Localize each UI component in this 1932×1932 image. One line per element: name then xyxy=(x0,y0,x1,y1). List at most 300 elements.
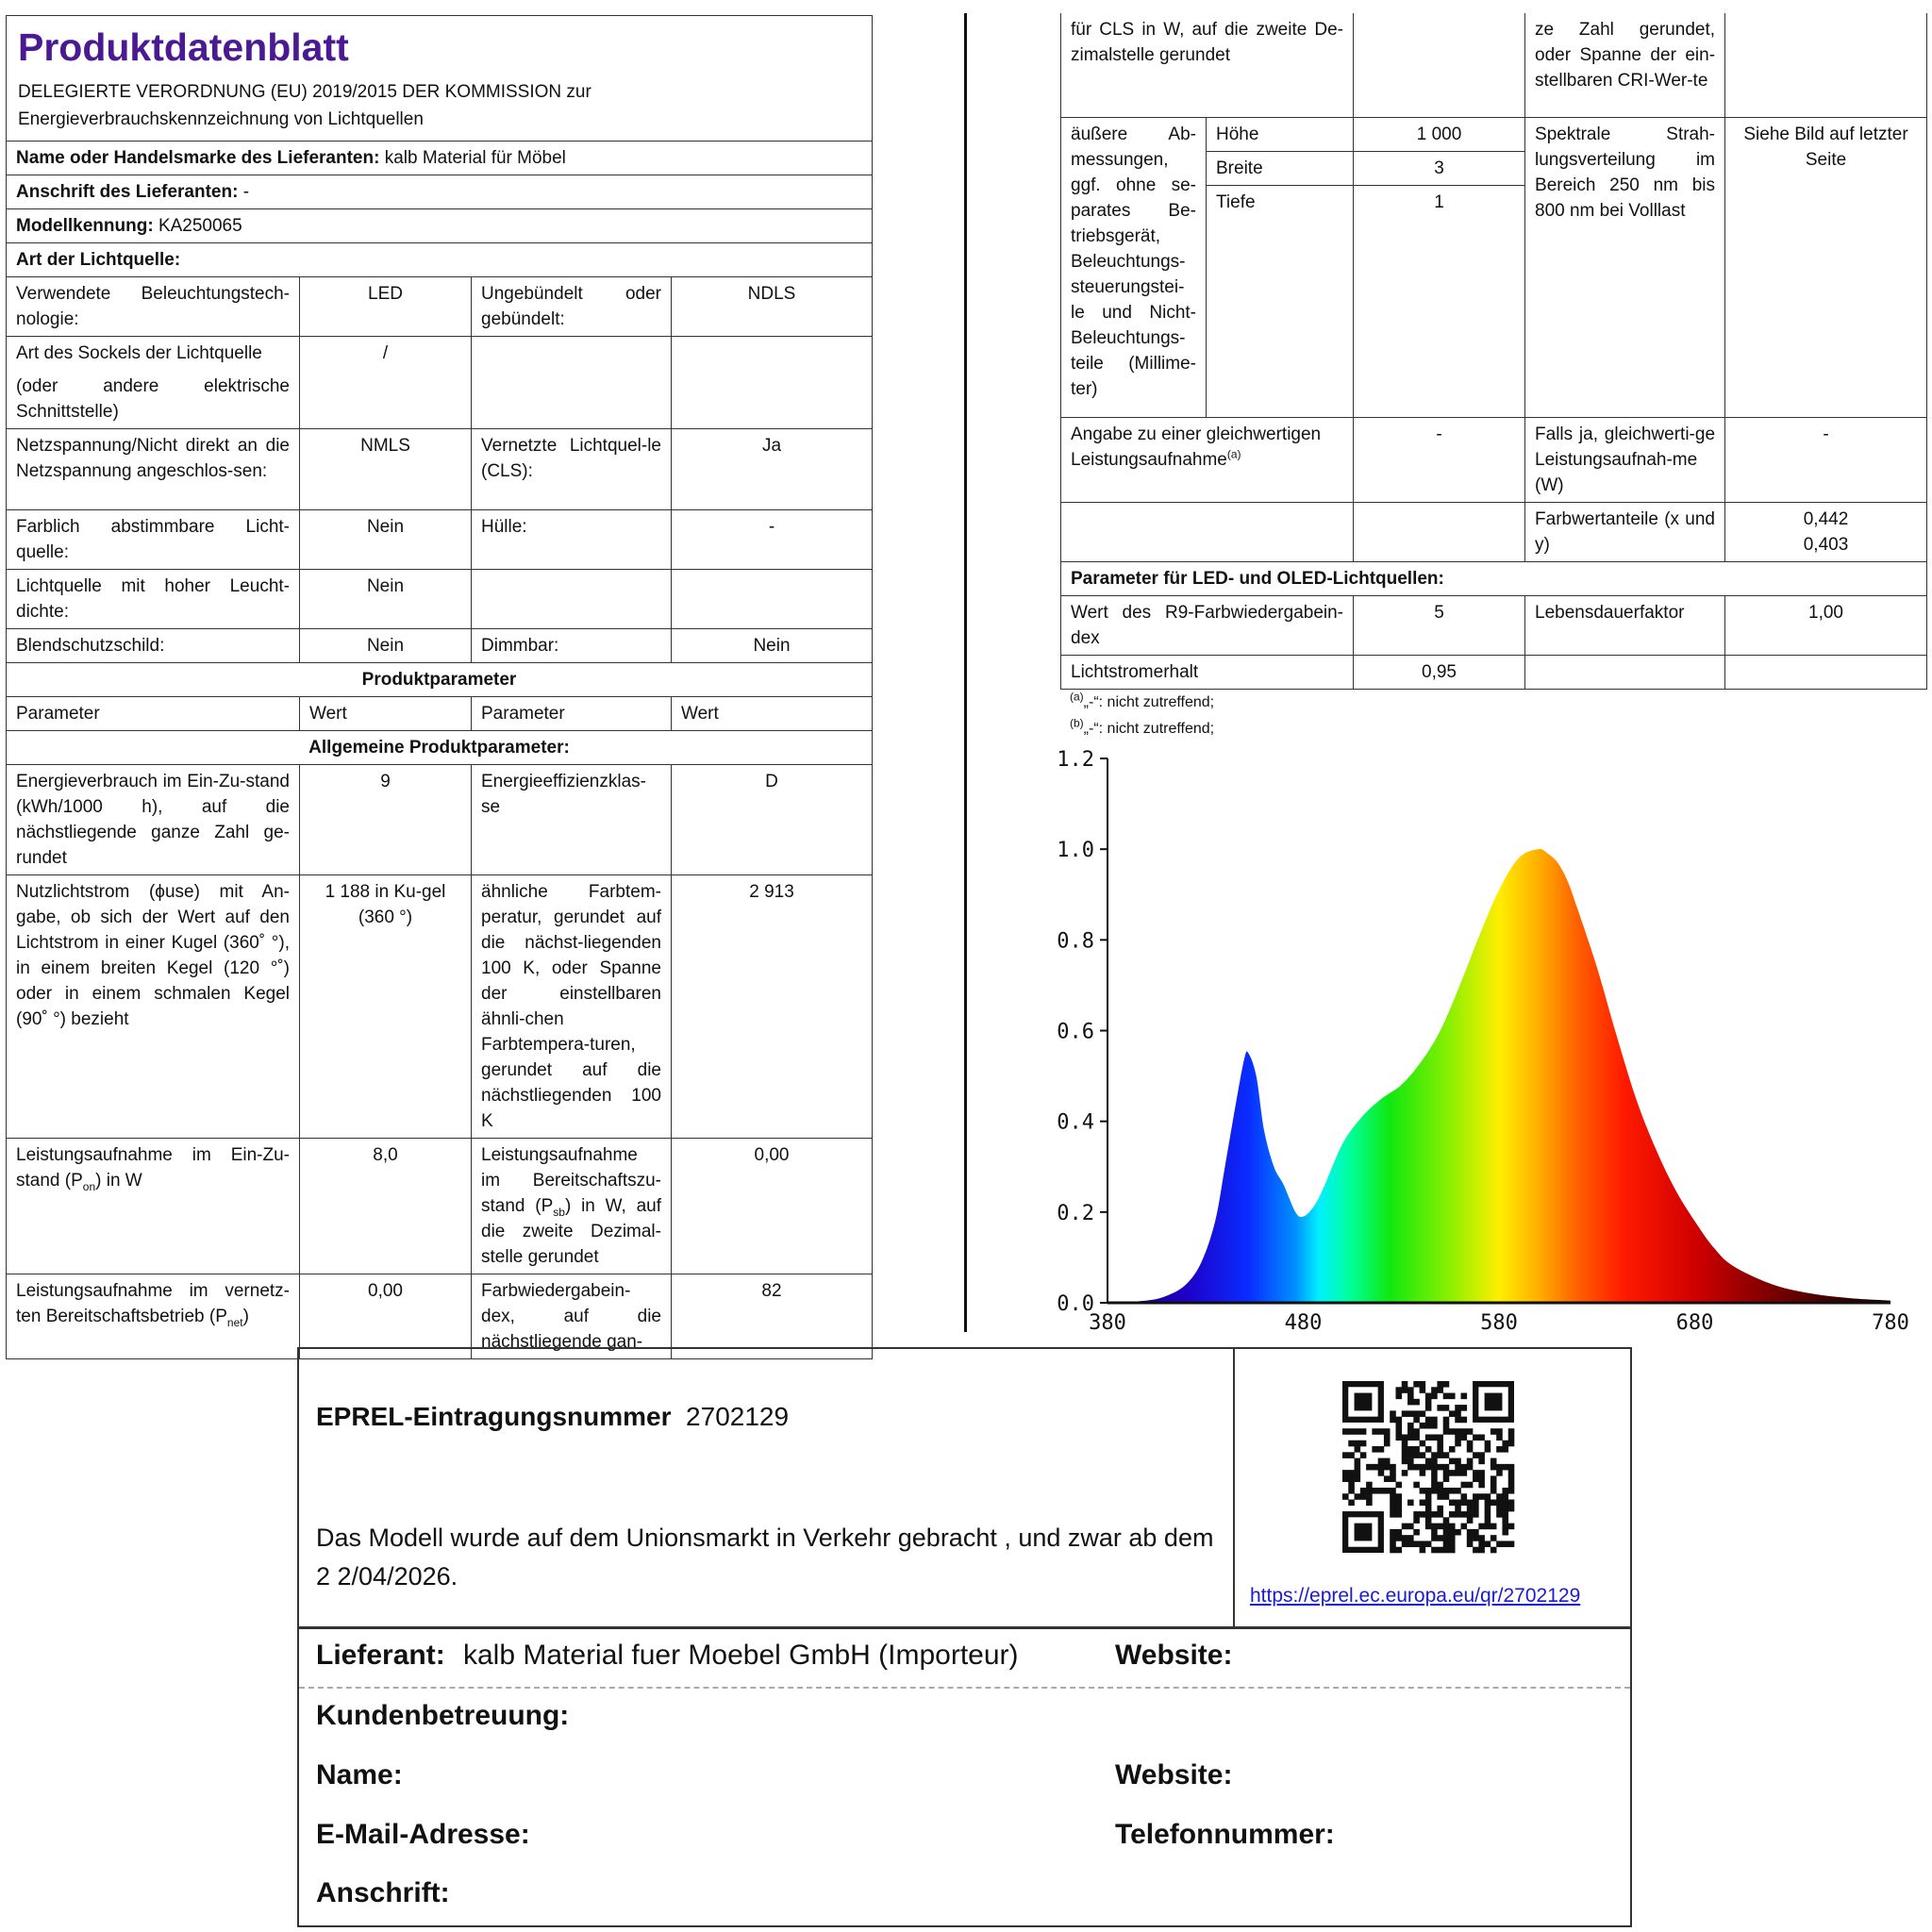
tech-label: Verwendete Beleuchtungstech-nologie: xyxy=(7,277,300,337)
qr-module xyxy=(1449,1393,1456,1400)
qr-module xyxy=(1420,1488,1426,1494)
qr-module xyxy=(1473,1547,1479,1554)
qr-module xyxy=(1491,1500,1497,1507)
qr-module xyxy=(1342,1493,1349,1500)
qr-module xyxy=(1502,1506,1508,1512)
qr-module xyxy=(1384,1475,1391,1482)
qr-module xyxy=(1478,1541,1485,1547)
socket-value: / xyxy=(300,337,472,429)
qr-module xyxy=(1402,1381,1408,1388)
qr-module xyxy=(1390,1470,1396,1476)
qr-module xyxy=(1508,1500,1515,1507)
footnote-b-mark: (b) xyxy=(1070,716,1084,730)
empty-cell xyxy=(1354,13,1525,117)
empty-cell xyxy=(1061,502,1354,561)
qr-module xyxy=(1508,1464,1515,1471)
networked-standby-label xyxy=(7,1274,300,1359)
qr-module xyxy=(1431,1482,1438,1489)
cls-value: Ja xyxy=(672,429,873,510)
envelope-value: - xyxy=(672,510,873,570)
tech-value: LED xyxy=(300,277,472,337)
qr-module xyxy=(1342,1475,1349,1482)
qr-module xyxy=(1443,1417,1450,1424)
qr-module xyxy=(1491,1464,1497,1471)
col-header-value: Wert xyxy=(672,697,873,731)
qr-module xyxy=(1348,1475,1355,1482)
energy-consumption-label: Energieverbrauch im Ein-Zu-stand (kWh/1000 h), auf die nächstliegende ganze Zahl ge-rundet xyxy=(7,765,300,875)
qr-module xyxy=(1443,1464,1450,1471)
luminous-flux-label: Nutzlichtstrom (ϕuse) mit An-gabe, ob sich der Wert auf den Lichtstrom in einer Kugel (360˚ °), in einem breiten Kegel (120 °˚) oder in einem schmalen Kegel (90˚ °) bezieht xyxy=(7,875,300,1139)
qr-module xyxy=(1443,1452,1450,1458)
qr-module xyxy=(1449,1410,1456,1417)
qr-module xyxy=(1508,1524,1515,1530)
regulation-text: DELEGIERTE VERORDNUNG (EU) 2019/2015 DER KOMMISSION zur Energieverbrauchskennzeichnung von Lichtquellen xyxy=(18,82,591,129)
supplier-website-label: Website: xyxy=(1115,1640,1233,1671)
model-row xyxy=(7,209,873,243)
standby-sub: sb xyxy=(553,1205,565,1219)
footnote-a-ref: (a) xyxy=(1226,447,1241,461)
x-tick-label: 580 xyxy=(1480,1311,1518,1335)
width-label: Breite xyxy=(1207,151,1354,185)
standby-label-text: Leistungsaufnahme im Bereitschaftszu-stand (P xyxy=(481,1145,661,1216)
qr-module xyxy=(1395,1493,1402,1500)
power-on-label-unit: ) in W xyxy=(95,1171,142,1191)
qr-module xyxy=(1443,1493,1450,1500)
qr-module xyxy=(1402,1470,1408,1476)
qr-module xyxy=(1390,1500,1396,1507)
qr-module xyxy=(1508,1470,1515,1476)
empty-cell xyxy=(1525,655,1725,689)
qr-module xyxy=(1473,1434,1479,1441)
qr-module xyxy=(1390,1506,1396,1512)
dimensions-label: äußere Ab-messungen, ggf. ohne se-parates Be-triebsgerät, Beleuchtungs-steuerungstei-le und Nicht-Beleuchtungs-teile (Millime-ter) xyxy=(1061,117,1207,417)
qr-module xyxy=(1413,1517,1420,1524)
networked-standby-value: 0,00 xyxy=(300,1274,472,1359)
qr-module xyxy=(1437,1511,1443,1518)
qr-module xyxy=(1502,1517,1508,1524)
qr-module xyxy=(1384,1441,1391,1447)
qr-module xyxy=(1443,1529,1450,1536)
supplier-label: Lieferant: xyxy=(316,1640,445,1671)
qr-module xyxy=(1355,1441,1361,1447)
qr-module xyxy=(1390,1529,1396,1536)
qr-module xyxy=(1461,1417,1468,1424)
qr-module xyxy=(1420,1470,1426,1476)
eprel-registration xyxy=(316,1402,789,1432)
bundled-label: Ungebündelt oder gebündelt: xyxy=(472,277,672,337)
qr-module xyxy=(1431,1475,1438,1482)
light-source-type-heading: Art der Lichtquelle: xyxy=(7,243,873,277)
qr-module xyxy=(1395,1511,1402,1518)
qr-module xyxy=(1443,1547,1450,1554)
qr-module xyxy=(1402,1387,1408,1393)
lumen-maintenance-value: 0,95 xyxy=(1354,655,1525,689)
envelope-label: Hülle: xyxy=(472,510,672,570)
qr-module xyxy=(1473,1493,1479,1500)
qr-module xyxy=(1508,1541,1515,1547)
eprel-registration-number: 2702129 xyxy=(686,1402,790,1431)
qr-module xyxy=(1496,1541,1503,1547)
qr-module xyxy=(1413,1428,1420,1435)
qr-module xyxy=(1473,1506,1479,1512)
qr-module xyxy=(1443,1393,1450,1400)
qr-module xyxy=(1461,1493,1468,1500)
qr-module xyxy=(1473,1535,1479,1541)
qr-module xyxy=(1455,1405,1461,1411)
qr-module xyxy=(1473,1452,1479,1458)
qr-module xyxy=(1378,1446,1385,1453)
qr-module xyxy=(1485,1506,1491,1512)
qr-module xyxy=(1455,1470,1461,1476)
qr-module xyxy=(1461,1511,1468,1518)
qr-module xyxy=(1425,1511,1432,1518)
qr-module xyxy=(1390,1488,1396,1494)
qr-module xyxy=(1372,1464,1378,1471)
qr-module xyxy=(1443,1405,1450,1411)
qr-module xyxy=(1384,1488,1391,1494)
qr-module xyxy=(1502,1500,1508,1507)
qr-module xyxy=(1420,1381,1426,1388)
address-label: Anschrift des Lieferanten: xyxy=(16,182,239,202)
qr-module xyxy=(1455,1511,1461,1518)
qr-module xyxy=(1485,1441,1491,1447)
qr-module xyxy=(1473,1529,1479,1536)
qr-module xyxy=(1425,1493,1432,1500)
qr-module xyxy=(1437,1405,1443,1411)
empty-cell xyxy=(1725,655,1927,689)
qr-module xyxy=(1449,1541,1456,1547)
qr-module xyxy=(1348,1482,1355,1489)
qr-module xyxy=(1467,1511,1474,1518)
qr-module xyxy=(1443,1535,1450,1541)
qr-module xyxy=(1348,1441,1355,1447)
qr-module xyxy=(1395,1393,1402,1400)
r9-label: Wert des R9-Farbwiedergabein-dex xyxy=(1061,595,1354,655)
qr-module xyxy=(1431,1387,1438,1393)
qr-module xyxy=(1402,1458,1408,1465)
qr-module xyxy=(1378,1458,1385,1465)
empty-cell xyxy=(1354,502,1525,561)
qr-module xyxy=(1390,1547,1396,1554)
footnote-b-text: „-“: nicht zutreffend; xyxy=(1083,720,1215,737)
qr-module xyxy=(1455,1458,1461,1465)
qr-module xyxy=(1478,1452,1485,1458)
qr-module xyxy=(1443,1423,1450,1429)
page-divider xyxy=(964,13,967,1332)
dimmable-label: Dimmbar: xyxy=(472,629,672,663)
qr-module xyxy=(1372,1428,1378,1435)
qr-module xyxy=(1502,1441,1508,1447)
qr-module xyxy=(1407,1452,1414,1458)
qr-module xyxy=(1355,1475,1361,1482)
qr-module xyxy=(1413,1381,1420,1388)
qr-module xyxy=(1449,1446,1456,1453)
qr-module xyxy=(1425,1500,1432,1507)
qr-module xyxy=(1420,1547,1426,1554)
qr-module xyxy=(1437,1434,1443,1441)
power-on-label-text: Leistungsaufnahme im Ein-Zu-stand (P xyxy=(16,1145,290,1191)
qr-module xyxy=(1402,1441,1408,1447)
qr-module xyxy=(1425,1417,1432,1424)
qr-module xyxy=(1491,1535,1497,1541)
qr-module xyxy=(1461,1405,1468,1411)
chromaticity-values xyxy=(1725,502,1927,561)
equivalent-wattage-label: Falls ja, gleichwerti-ge Leistungsaufnah-me (W) xyxy=(1525,417,1725,502)
high-luminance-value: Nein xyxy=(300,570,472,629)
qr-module xyxy=(1443,1428,1450,1435)
page-title: Produktdatenblatt xyxy=(18,25,349,69)
qr-module xyxy=(1502,1446,1508,1453)
spectrum-area xyxy=(1108,849,1890,1303)
datasheet-right-page xyxy=(1060,13,1928,739)
qr-module xyxy=(1348,1428,1355,1435)
qr-module xyxy=(1496,1511,1503,1518)
qr-module xyxy=(1455,1434,1461,1441)
qr-module xyxy=(1395,1535,1402,1541)
qr-module xyxy=(1437,1488,1443,1494)
postal-address-label: Anschrift: xyxy=(316,1877,450,1908)
qr-module xyxy=(1390,1410,1396,1417)
qr-module xyxy=(1478,1475,1485,1482)
qr-module xyxy=(1390,1511,1396,1518)
qr-module xyxy=(1473,1475,1479,1482)
x-tick-label: 780 xyxy=(1872,1311,1909,1335)
qr-module xyxy=(1508,1506,1515,1512)
tunable-label: Farblich abstimmbare Licht-quelle: xyxy=(7,510,300,570)
networked-label-unit: ) xyxy=(242,1307,249,1326)
qr-module xyxy=(1355,1464,1361,1471)
equivalent-power-text: Angabe zu einer gleichwertigen Leistungsaufnahme xyxy=(1071,424,1322,470)
qr-module xyxy=(1461,1464,1468,1471)
qr-module xyxy=(1496,1446,1503,1453)
qr-module xyxy=(1413,1446,1420,1453)
qr-module xyxy=(1372,1488,1378,1494)
cls-label: Vernetzte Lichtquel-le (CLS): xyxy=(472,429,672,510)
cls-standby-continued: für CLS in W, auf die zweite De-zimalstelle gerundet xyxy=(1061,13,1354,117)
product-params-heading: Produktparameter xyxy=(7,663,873,697)
general-params-heading: Allgemeine Produktparameter: xyxy=(7,731,873,765)
qr-module xyxy=(1348,1452,1355,1458)
qr-module xyxy=(1502,1529,1508,1536)
qr-module xyxy=(1420,1500,1426,1507)
qr-module xyxy=(1355,1493,1361,1500)
customer-website-label: Website: xyxy=(1115,1759,1233,1790)
qr-module xyxy=(1478,1434,1485,1441)
qr-module xyxy=(1431,1434,1438,1441)
equivalent-power-label xyxy=(1061,417,1354,502)
energy-consumption-value: 9 xyxy=(300,765,472,875)
qr-module xyxy=(1449,1488,1456,1494)
equivalent-wattage-value: - xyxy=(1725,417,1927,502)
qr-module xyxy=(1508,1441,1515,1447)
qr-module xyxy=(1407,1535,1414,1541)
supplier-row xyxy=(7,142,873,175)
qr-module xyxy=(1395,1423,1402,1429)
spectrum-area-group xyxy=(1108,849,1890,1303)
qr-module xyxy=(1431,1423,1438,1429)
qr-module xyxy=(1449,1428,1456,1435)
qr-module xyxy=(1467,1535,1474,1541)
qr-module xyxy=(1407,1399,1414,1406)
qr-module xyxy=(1437,1446,1443,1453)
qr-module xyxy=(1485,1524,1491,1530)
depth-label: Tiefe xyxy=(1207,185,1354,417)
y-tick-label: 0.0 xyxy=(1057,1292,1094,1316)
col-header-param: Parameter xyxy=(472,697,672,731)
qr-module xyxy=(1431,1511,1438,1518)
qr-module xyxy=(1395,1500,1402,1507)
qr-module xyxy=(1491,1458,1497,1465)
qr-module xyxy=(1508,1488,1515,1494)
qr-module xyxy=(1461,1482,1468,1489)
qr-module xyxy=(1348,1488,1355,1494)
power-on-label xyxy=(7,1139,300,1274)
supplier-label: Name oder Handelsmarke des Lieferanten: xyxy=(16,148,380,168)
led-params-heading: Parameter für LED- und OLED-Lichtquellen: xyxy=(1061,561,1927,595)
footnote-a xyxy=(1070,690,1928,712)
standby-label-unit: ) in W, auf die zweite Dezimal-stelle gerundet xyxy=(481,1196,661,1267)
qr-module xyxy=(1467,1441,1474,1447)
eprel-qr-link[interactable]: https://eprel.ec.europa.eu/qr/2702129 xyxy=(1250,1585,1581,1607)
qr-module xyxy=(1431,1488,1438,1494)
qr-module xyxy=(1420,1423,1426,1429)
qr-module xyxy=(1431,1535,1438,1541)
qr-module xyxy=(1478,1482,1485,1489)
qr-module xyxy=(1455,1410,1461,1417)
qr-module xyxy=(1413,1452,1420,1458)
qr-module xyxy=(1449,1529,1456,1536)
empty-cell xyxy=(472,570,672,629)
qr-module xyxy=(1420,1541,1426,1547)
mains-label: Netzspannung/Nicht direkt an die Netzspannung angeschlos-sen: xyxy=(7,429,300,510)
qr-module xyxy=(1502,1464,1508,1471)
qr-module xyxy=(1496,1428,1503,1435)
qr-module xyxy=(1455,1529,1461,1536)
qr-module xyxy=(1395,1547,1402,1554)
eprel-registration-panel xyxy=(299,1349,1235,1626)
x-tick-label: 680 xyxy=(1675,1311,1714,1335)
qr-module xyxy=(1425,1423,1432,1429)
width-value: 3 xyxy=(1354,151,1525,185)
qr-finder-block xyxy=(1355,1393,1373,1411)
qr-module xyxy=(1407,1428,1414,1435)
qr-module xyxy=(1455,1488,1461,1494)
qr-module xyxy=(1425,1405,1432,1411)
qr-module xyxy=(1420,1387,1426,1393)
qr-module xyxy=(1425,1541,1432,1547)
y-tick-label: 0.4 xyxy=(1057,1110,1094,1135)
qr-module xyxy=(1413,1541,1420,1547)
empty-cell xyxy=(472,337,672,429)
x-axis-ticks xyxy=(1089,1311,1909,1335)
qr-module xyxy=(1443,1524,1450,1530)
socket-label xyxy=(7,337,300,429)
qr-module xyxy=(1348,1470,1355,1476)
survival-factor-value: 1,00 xyxy=(1725,595,1927,655)
qr-module xyxy=(1395,1482,1402,1489)
qr-module xyxy=(1431,1458,1438,1465)
qr-module xyxy=(1425,1464,1432,1471)
height-label: Höhe xyxy=(1207,117,1354,151)
mains-value: NMLS xyxy=(300,429,472,510)
qr-code-icon[interactable] xyxy=(1342,1381,1514,1553)
qr-module xyxy=(1443,1517,1450,1524)
qr-module xyxy=(1502,1524,1508,1530)
power-on-value: 8,0 xyxy=(300,1139,472,1274)
qr-module xyxy=(1431,1524,1438,1530)
qr-module xyxy=(1407,1524,1414,1530)
qr-module xyxy=(1431,1464,1438,1471)
datasheet-table xyxy=(6,15,873,1359)
qr-module xyxy=(1467,1446,1474,1453)
qr-module xyxy=(1402,1410,1408,1417)
qr-module xyxy=(1407,1541,1414,1547)
qr-module xyxy=(1355,1446,1361,1453)
qr-module xyxy=(1342,1452,1349,1458)
qr-module xyxy=(1467,1500,1474,1507)
qr-module xyxy=(1485,1541,1491,1547)
qr-module xyxy=(1425,1506,1432,1512)
qr-module xyxy=(1508,1475,1515,1482)
qr-module xyxy=(1437,1482,1443,1489)
empty-cell xyxy=(1725,13,1927,117)
qr-module xyxy=(1395,1428,1402,1435)
qr-module xyxy=(1431,1529,1438,1536)
chromaticity-y: 0,403 xyxy=(1803,534,1849,555)
qr-module xyxy=(1378,1488,1385,1494)
qr-module xyxy=(1437,1441,1443,1447)
qr-module xyxy=(1413,1482,1420,1489)
qr-module xyxy=(1485,1511,1491,1518)
qr-module xyxy=(1491,1428,1497,1435)
qr-module xyxy=(1491,1524,1497,1530)
qr-module xyxy=(1461,1428,1468,1435)
qr-module xyxy=(1491,1547,1497,1554)
qr-module xyxy=(1384,1464,1391,1471)
qr-module xyxy=(1402,1452,1408,1458)
qr-module xyxy=(1455,1441,1461,1447)
y-tick-label: 0.8 xyxy=(1057,929,1094,954)
qr-module xyxy=(1402,1446,1408,1453)
qr-module xyxy=(1372,1446,1378,1453)
supplier-value: kalb Material fuer Moebel GmbH (Importeur) xyxy=(463,1640,1019,1671)
qr-module xyxy=(1395,1529,1402,1536)
qr-module xyxy=(1485,1493,1491,1500)
qr-module xyxy=(1413,1434,1420,1441)
qr-module xyxy=(1407,1393,1414,1400)
qr-module xyxy=(1390,1475,1396,1482)
glare-shield-value: Nein xyxy=(300,629,472,663)
qr-module xyxy=(1502,1511,1508,1518)
qr-module xyxy=(1413,1417,1420,1424)
qr-module xyxy=(1443,1475,1450,1482)
y-axis-ticks xyxy=(1057,748,1108,1316)
qr-module xyxy=(1425,1446,1432,1453)
qr-module xyxy=(1407,1387,1414,1393)
qr-module xyxy=(1390,1493,1396,1500)
qr-module xyxy=(1420,1410,1426,1417)
qr-module xyxy=(1431,1547,1438,1554)
networked-sub: net xyxy=(226,1315,243,1329)
qr-module xyxy=(1491,1482,1497,1489)
qr-module xyxy=(1395,1417,1402,1424)
qr-module xyxy=(1502,1488,1508,1494)
qr-module xyxy=(1407,1458,1414,1465)
qr-module xyxy=(1496,1500,1503,1507)
col-header-value: Wert xyxy=(300,697,472,731)
qr-module xyxy=(1437,1464,1443,1471)
qr-module xyxy=(1366,1493,1373,1500)
